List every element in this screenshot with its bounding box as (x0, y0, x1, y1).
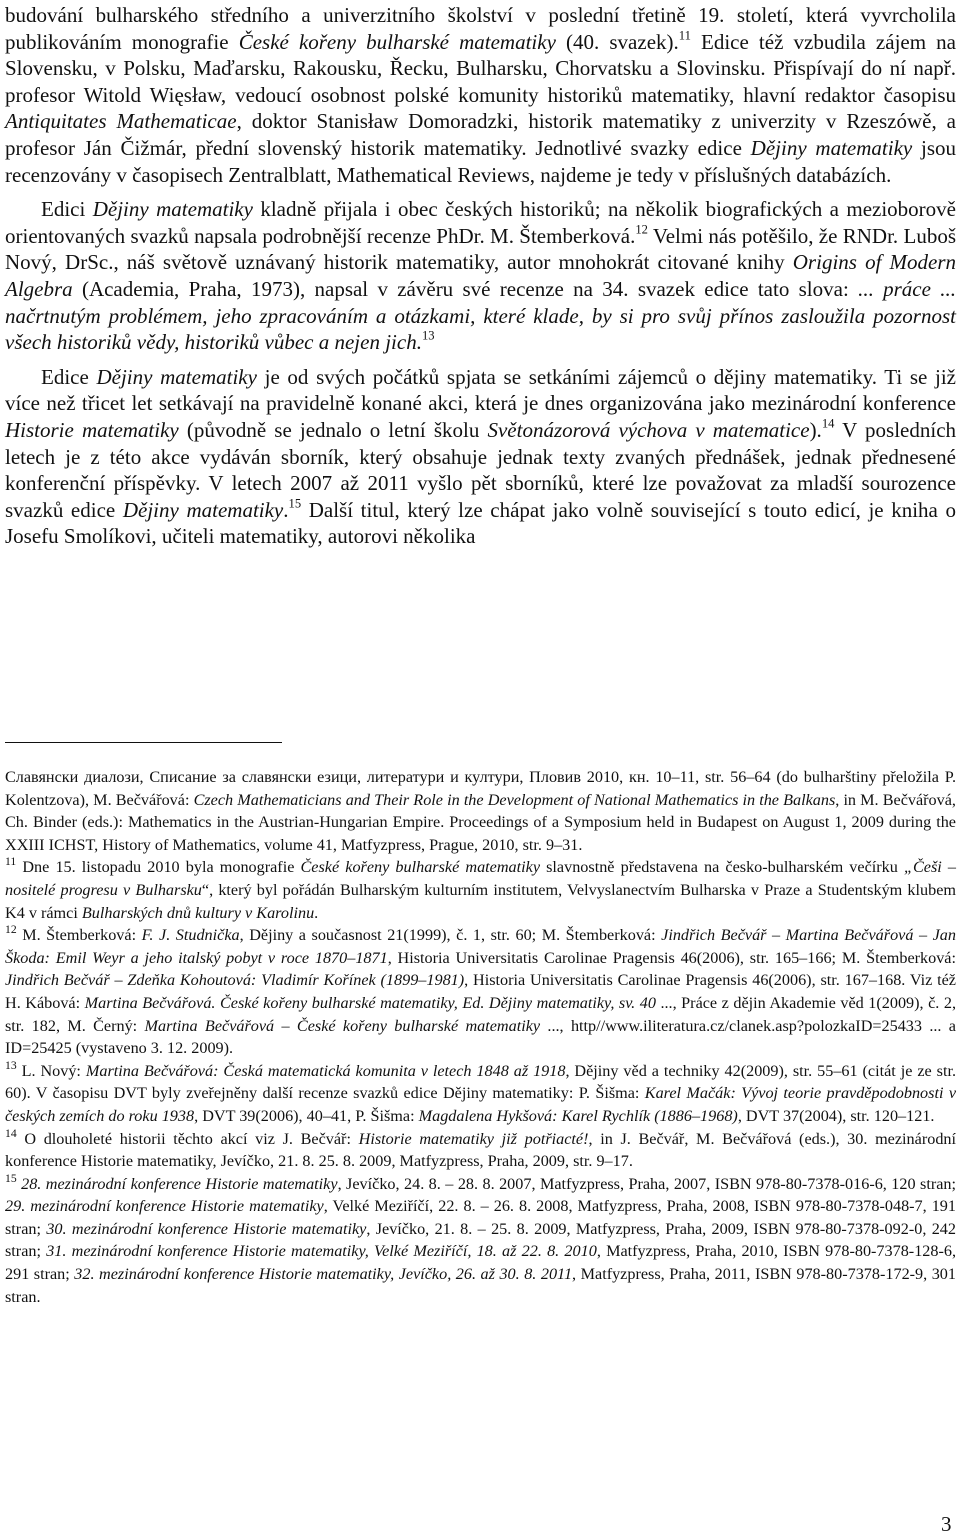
text-run: “, který byl pořádán Bulharským kulturním institutem, Velvyslanectvím Bulharska v Praze a Studentským klubem K4 v rámci (5, 880, 956, 922)
series-title: Dějiny matematiky (92, 197, 253, 222)
book-title: České kořeny bulharské matematiky (300, 858, 541, 877)
text-run: , Matfyzpress, Praha, 2010, ISBN 978-80-7378-128-6, 291 stran; (5, 1242, 957, 1284)
text-run: , Matfyzpress, Praha, 2011, ISBN 978-80-7378-172-9, 301 stran. (5, 1265, 956, 1306)
book-title: Origins of Modern Algebra (5, 250, 957, 301)
paragraph-3 (5, 364, 956, 550)
event-title: „Češi – nositelé progresu v Bulharsku (5, 858, 956, 899)
text-run: , DVT 39(2006), 40–41, P. Šišma: (194, 1106, 419, 1125)
journal-title: Antiquitates Mathematicae (5, 109, 237, 134)
text-run: (40. svazek). (555, 29, 679, 54)
event-title: Bulharských dnů kultury v Karolinu (81, 903, 315, 922)
text-run: , Jevíčko, 24. 8. – 28. 8. 2007, Matfyzpress, Praha, 2007, ISBN 978-80-7378-016-6, 120 stran; (337, 1174, 956, 1193)
text-run: V posledních letech je z této akce vydáván sborník, který obsahuje jednak texty zvaných přednášek, jednak přednesené konferenční příspěvky. V letech 2007 až 2011 vyšlo pět sborníků, které lze považovat za mladší sourozence svazků edice (5, 417, 957, 522)
text-run: , Historia Universitatis Carolinae Pragensis 46(2006), str. 167–168. Viz též H. Kábová: (5, 971, 956, 1012)
proceedings-title: 31. mezinárodní konference Historie matematiky, Velké Meziříčí, 18. až 22. 8. 2010 (46, 1242, 597, 1261)
conference-title: Historie matematiky (5, 417, 179, 442)
series-title: Dějiny matematiky (122, 497, 284, 522)
footnote-number: 14 (5, 1126, 17, 1140)
book-title: Martina Bečvářová – České kořeny bulharské matematiky (144, 1016, 541, 1035)
book-title: Martina Bečvářová: Česká matematická komunita v letech 1848 až 1918 (85, 1061, 566, 1080)
school-title: Světonázorová výchova v matematice (487, 417, 810, 442)
series-title: Dějiny matematiky (750, 135, 913, 160)
text-run: Edice též vzbudila zájem na Slovensku, v Polsku, Maďarsku, Rakousku, Řecku, Bulharsku, Chorvatsku a Slovinsku. Přispívají do ní např. profesor Witold Więsław, vedoucí osobnost polské komunity historiků matematiky, hlavní redaktor časopisu (5, 29, 956, 107)
text-run: , Dějiny věd a techniky 42(2009), str. 55–61 (citát je ze str. 60). V časopisu DVT byly zveřejněny další recenze svazků edice Dějiny matematiky: P. Šišma: (5, 1061, 956, 1103)
book-title: Martina Bečvářová. České kořeny bulharské matematiky, Ed. Dějiny matematiky, sv. 40 (84, 993, 656, 1012)
text-run: , doktor Stanisław Domoradzki, historik matematiky z univerzity v Rzeszówě, a profesor Ján Čižmár, přední slovenský historik matematiky. Jednotlivé svazky edice (5, 109, 957, 160)
footnote-number: 11 (5, 855, 17, 869)
article-title: Historie matematiky již potřiacté! (358, 1129, 589, 1148)
proceedings-title: 29. mezinárodní konference Historie matematiky (5, 1197, 324, 1216)
text-run: O dlouholeté historii těchto akcí viz J. Bečvář: (16, 1129, 359, 1148)
footnote-ref-11: 11 (678, 28, 691, 43)
footnote-continuation (5, 766, 956, 856)
text-run: . (283, 497, 289, 522)
footnote-15 (5, 1173, 956, 1309)
text-run: , Historia Universitatis Carolinae Pragensis 46(2006), str. 165–166; M. Štemberková: (387, 948, 956, 967)
footnote-13 (5, 1060, 956, 1128)
text-run: budování bulharského středního a univerzitního školství v poslední třetině 19. století, která vyvrcholila publikováním monografie (5, 3, 956, 54)
proceedings-title: 30. mezinárodní konference Historie matematiky (46, 1219, 367, 1238)
text-run: je od svých počátků spjata se setkáními zájemců o dějiny matematiky. Ti se již více než třicet let setkávají na pravidelně konané akci, která je dnes organizována jako mezinárodní konference (5, 364, 957, 416)
text-run: , DVT 37(2004), str. 120–121. (737, 1106, 935, 1125)
footnote-separator (5, 742, 282, 743)
footnote-ref-12: 12 (635, 222, 648, 237)
book-title: Jindřich Bečvář – Martina Bečvářová – Jan Škoda: Emil Weyr a jeho italský pobyt v roce 1870–1871 (5, 926, 956, 967)
text-run: (Academia, Praha, 1973), napsal v závěru své recenze na 34. svazek edice tato slova: (72, 276, 859, 301)
text-run: Edici (41, 197, 93, 222)
footnote-number: 13 (5, 1058, 17, 1072)
quotation: ... práce ... načrtnutým problémem, jeho zpracováním a otázkami, které klade, by si pro svůj přínos zasloužila pozornost všech historiků vědy, historiků vůbec a nejen jich. (5, 276, 956, 355)
book-title: Jindřich Bečvář – Zdeňka Kohoutová: Vladimír Kořínek (1899–1981) (5, 971, 465, 990)
text-run: kladně přijala i obec českých historiků; na několik biografických a mezioborově orientovaných svazků napsala podrobnější recenze PhDr. M. Štemberková. (5, 197, 956, 248)
text-run: Славянски диалози, Списание за славянски езици, литератури и култури, Пловив 2010, кн. 10–11, str. 56–64 (do bulharštiny přeložila P. Kolentzova), M. Bečvářová: (5, 768, 956, 809)
proceedings-title: 28. mezinárodní konference Historie matematiky (21, 1174, 338, 1193)
text-run: , Dějiny a současnost 21(1999), č. 1, str. 60; M. Štemberková: (239, 926, 662, 945)
book-title: České kořeny bulharské matematiky (238, 29, 556, 54)
text-run: jsou recenzovány v časopisech Zentralblatt, Mathematical Reviews, najdeme je tedy v příslušných databázích. (5, 135, 956, 187)
text-run: . (314, 903, 319, 922)
text-run: Edice (41, 364, 97, 389)
series-title: Dějiny matematiky (96, 364, 257, 389)
text-run: Další titul, který lze chápat jako volně související s touto edicí, je kniha o Josefu Smolíkovi, učiteli matematiky, autorovi několika (5, 497, 956, 549)
book-title: F. J. Studnička (141, 926, 240, 945)
footnote-12 (5, 924, 956, 1060)
book-title: Karel Mačák: Vývoj teorie pravděpodobnosti v českých zemích do roku 1938 (5, 1084, 956, 1125)
text-run: , in J. Bečvář, M. Bečvářová (eds.), 30. mezinárodní konference Historie matematiky, Jevíčko, 21. 8. 25. 8. 2009, Matfyzpress, Praha, 2009, str. 9–17. (5, 1129, 957, 1171)
footnote-ref-15: 15 (288, 496, 302, 511)
main-text (5, 2, 956, 550)
text-run: M. Štemberková: (16, 926, 142, 945)
text-run: ..., Práce z dějin Akademie věd 1(2009), č. 2, str. 182, M. Černý: (5, 993, 957, 1035)
text-run: , Velké Meziříčí, 22. 8. – 26. 8. 2008, Matfyzpress, Praha, 2008, ISBN 978-80-7378-048-7, 191 stran; (5, 1197, 956, 1238)
paragraph-1 (5, 2, 956, 188)
text-run: L. Nový: (16, 1061, 86, 1080)
footnote-number: 12 (5, 923, 17, 937)
text-run: , in M. Bečvářová, Ch. Binder (eds.): Mathematics in the Austrian-Hungarian Empire. Proceedings of a Symposium held in Budapest on August 1, 2009 during the XXIII ICHST, History of Mathematics, volume 41, Matfyzpress, Prague, 2010, str. 9–31. (5, 790, 956, 854)
footnote-number: 15 (5, 1171, 17, 1185)
text-run: Dne 15. listopadu 2010 byla monografie (16, 858, 301, 877)
text-run: ). (809, 417, 822, 442)
text-run: (původně se jednalo o letní školu (178, 417, 488, 442)
paragraph-2 (5, 196, 956, 356)
article-title: Czech Mathematicians and Their Role in the Development of National Mathematics in the Balkans (193, 790, 836, 809)
footnote-14 (5, 1128, 956, 1173)
book-title: Magdalena Hykšová: Karel Rychlík (1886–1968) (418, 1106, 738, 1125)
footnote-11 (5, 856, 956, 924)
text-run: , Jevíčko, 21. 8. – 25. 8. 2009, Matfyzpress, Praha, 2009, ISBN 978-80-7378-092-0, 242 stran; (5, 1219, 956, 1261)
footnote-ref-13: 13 (421, 328, 435, 343)
text-run: ..., http//www.iliteratura.cz/clanek.asp?polozkaID=25433 ... a ID=25425 (vystaveno 3. 12. 2009). (5, 1016, 956, 1058)
footnote-ref-14: 14 (821, 416, 835, 431)
proceedings-title: 32. mezinárodní konference Historie matematiky, Jevíčko, 26. až 30. 8. 2011 (74, 1265, 573, 1284)
text-run: Velmi nás potěšilo, že RNDr. Luboš Nový, DrSc., náš světově uznávaný historik matematiky, autor mnohokrát citované knihy (5, 223, 956, 275)
text-run: slavnostně představena na česko-bulharském večírku (540, 858, 904, 877)
footnotes (5, 766, 956, 1308)
page-number: 3 (941, 1512, 952, 1536)
